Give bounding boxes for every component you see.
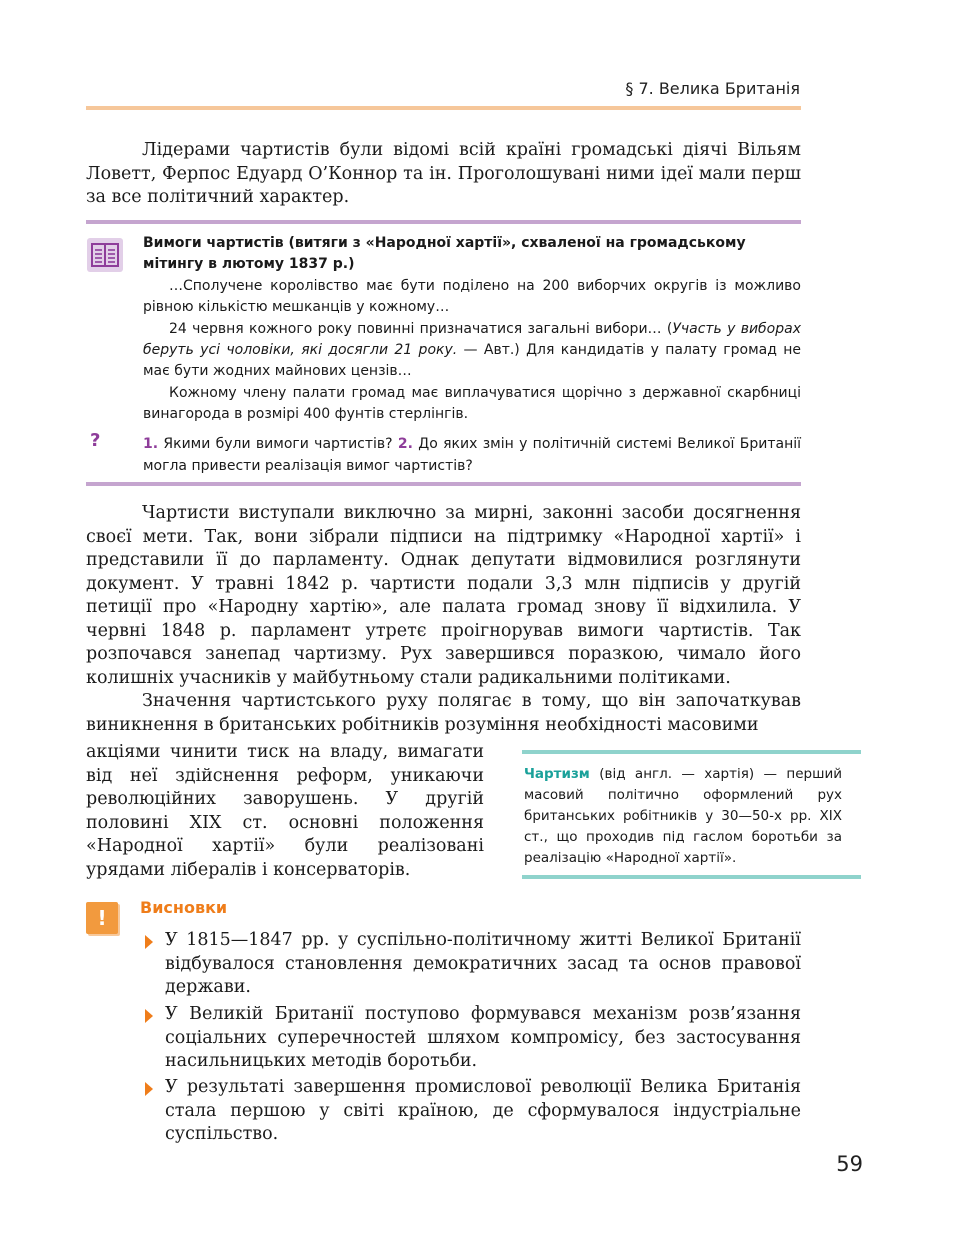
body-paragraph-2-continued: акціями чинити тиск на владу, вимагати від неї здійснення реформ, уникаючи революційних заворушень. У другій половині XIX ст. основні положення «Народної хартії» були реалізовані урядами лібералів і консерваторів. (86, 742, 484, 880)
term-word: Чартизм (524, 766, 590, 782)
document-top-rule (86, 220, 801, 224)
questions-text: 1. Якими були вимоги чартистів? 2. До яких змін у політичній системі Великої Британії могла привести реалізація вимог чартистів? (143, 436, 801, 474)
term-definition: Чартизм (від англ. — хартія) — перший масовий політично оформлений рух британських робітників у 30—50-х рр. XIX ст., що проходив під гаслом боротьби за реалізацію «Народної хартії». (524, 766, 842, 866)
header-rule (86, 106, 801, 110)
bullet-arrow-icon (145, 1009, 153, 1023)
conclusions-title: Висновки (140, 898, 228, 917)
conclusion-item-3: У результаті завершення промислової революції Велика Британія стала першою у світі країною, де сформувалося індустріальне суспільство. (165, 1077, 801, 1144)
exclamation-icon: ! (86, 902, 118, 934)
document-paragraph-2: 24 червня кожного року повинні призначатися загальні вибори… (Участь у виборах беруть усі чоловіки, які досягли 21 року. — Авт.) Для кандидатів у палату громад не має бути жодних майнових цензів… (143, 321, 801, 379)
bullet-arrow-icon (145, 1082, 153, 1096)
intro-paragraph: Лідерами чартистів були відомі всій країні громадські діячі Вільям Ловетт, Ферпос Едуард О’Коннор та ін. Проголошувані ними ідеї мали перш за все політичний характер. (86, 140, 801, 207)
running-header: § 7. Велика Британія (625, 79, 800, 98)
question-mark-icon: ? (90, 430, 101, 451)
page-number: 59 (836, 1152, 863, 1176)
bullet-arrow-icon (145, 935, 153, 949)
document-paragraph-3: Кожному члену палати громад має виплачуватися щорічно з державної скарбниці винагорода в розмірі 400 фунтів стерлінгів. (143, 385, 801, 422)
document-paragraph-1: …Сполучене королівство має бути поділено на 200 виборчих округів із можливо рівною кількістю мешканців у кожному… (143, 278, 801, 315)
body-paragraph-1: Чартисти виступали виключно за мирні, законні засоби досягнення своєї мети. Так, вони зібрали підписи на підтримку «Народної хартії» і представили її до парламенту. Однак депутати відмовилися розглянути документ. У травні 1842 р. чартисти подали 3,3 млн підписів у другій петиції про «Народну хартію», але палата громад знову її відхилила. У червні 1848 р. парламент утретє проігнорував вимоги чартистів. Так розпочався занепад чартизму. Рух завершився поразкою, чимало його колишніх учасників у майбутньому стали радикальними політиками. (86, 503, 801, 688)
body-paragraph-2: Значення чартистського руху полягає в тому, що він започаткував виникнення в британських робітників розуміння необхідності масовими (86, 691, 801, 735)
document-bottom-rule (86, 482, 801, 486)
term-definition-box (522, 750, 861, 879)
conclusion-item-1: У 1815—1847 рр. у суспільно-політичному житті Великої Британії відбувалося становлення демократичних засад та основ правової держави. (165, 930, 801, 997)
book-icon (87, 238, 123, 272)
conclusion-item-2: У Великій Британії поступово формувався механізм розв’язання соціальних суперечностей шляхом компромісу, без застосування насильницьких методів боротьби. (165, 1004, 801, 1071)
document-title: Вимоги чартистів (витяги з «Народної хартії», схваленої на громадському мітингу в лютому 1837 р.) (143, 235, 746, 272)
